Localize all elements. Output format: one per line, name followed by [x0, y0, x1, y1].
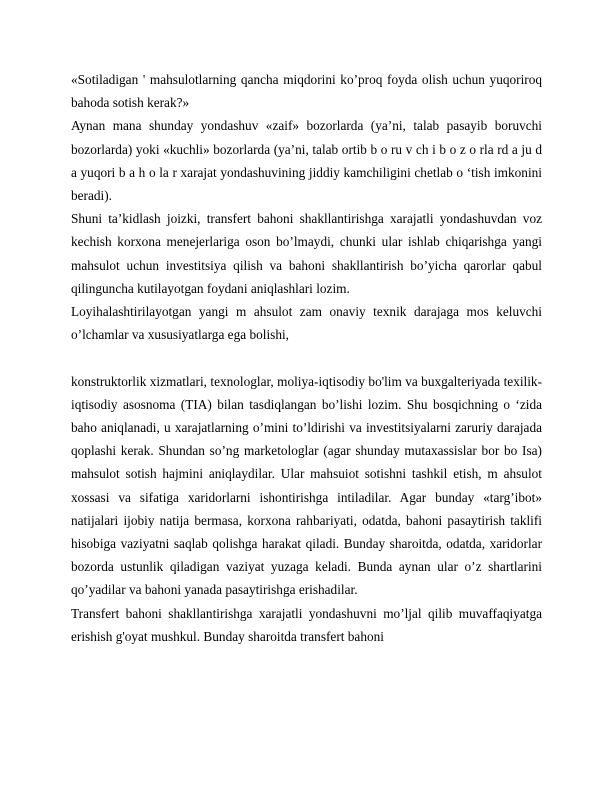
paragraph-design-services: konstruktorlik xizmatlari, texnologlar, moliya-iqtisodiy bo'lim va buxgalteriyada texilik-iqtisodiy asosnoma (TIA) bilan tasdiqlangan bo’lishi lozim. Shu bosqichning o ‘zida baho aniqlanadi, u xarajatlarning o’mini to’ldirishi va investitsiyalarni zaruriy darajada qoplashi kerak. Shundan so’ng marketologlar (agar shunday mutaxassislar bor bo Isa) mahsulot sotish hajmini aniqlaydilar. Ular mahsuiot sotishni tashkil etish, m ahsulot xossasi va sifatiga xaridorlarni ishontirishga intiladilar. Agar bunday «targ’ibot» natijalari ijobiy natija bermasa, korxona rahbariyati, odatda, bahoni pasaytirish taklifi hisobiga vaziyatni saqlab qolishga harakat qiladi. Bunday sharoitda, odatda, xaridorlar bozorda ustunlik qiladigan vaziyat yuzaga keladi. Bunda aynan ular o’z shartlarini qo’yadilar va bahoni yanada pasaytirishga erishadilar.: [71, 373, 542, 598]
paragraph-transfer-pricing: Shuni ta’kidlash joizki, transfert bahoni shakllantirishga xarajatli yondashuvdan voz kechish korxona menejerlariga oson bo’lmaydi, chunki ular ishlab chiqarishga yangi mahsulot uchun investitsiya qilish va bahoni shakllantirish bo’yicha qarorlar qabul qilinguncha kutilayotgan foydani aniqlashlari lozim.: [71, 211, 542, 296]
paragraph-approach: Aynan mana shunday yondashuv «zaif» bozorlarda (ya’ni, talab pasayib boruvchi bozorlarda) yoki «kuchli» bozorlarda (ya’ni, talab ortib b o ru v ch i b o z o rla rd a ju d a yuqori b a h o la r xarajat yondashuvining jiddiy kamchiligini chetlab o ‘tish imkonini beradi).: [71, 118, 542, 204]
document-page: [71, 68, 542, 648]
paragraph-new-product: Loyihalashtirilayotgan yangi m ahsulot zam onaviy texnik darajaga mos keluvchi o’lchamlar va xususiyatlarga ega bolishi,: [71, 304, 542, 343]
blank-line: [71, 346, 542, 369]
paragraph-question: «Sotiladigan ' mahsulotlarning qancha miqdorini ko’proq foyda olish uchun yuqoriroq bahoda sotish kerak?»: [71, 72, 542, 111]
paragraph-conclusion: Transfert bahoni shakllantirishga xarajatli yondashuvni mo’ljal qilib muvaffaqiyatga erishish g'oyat mushkul. Bunday sharoitda transfert bahoni: [71, 605, 542, 644]
